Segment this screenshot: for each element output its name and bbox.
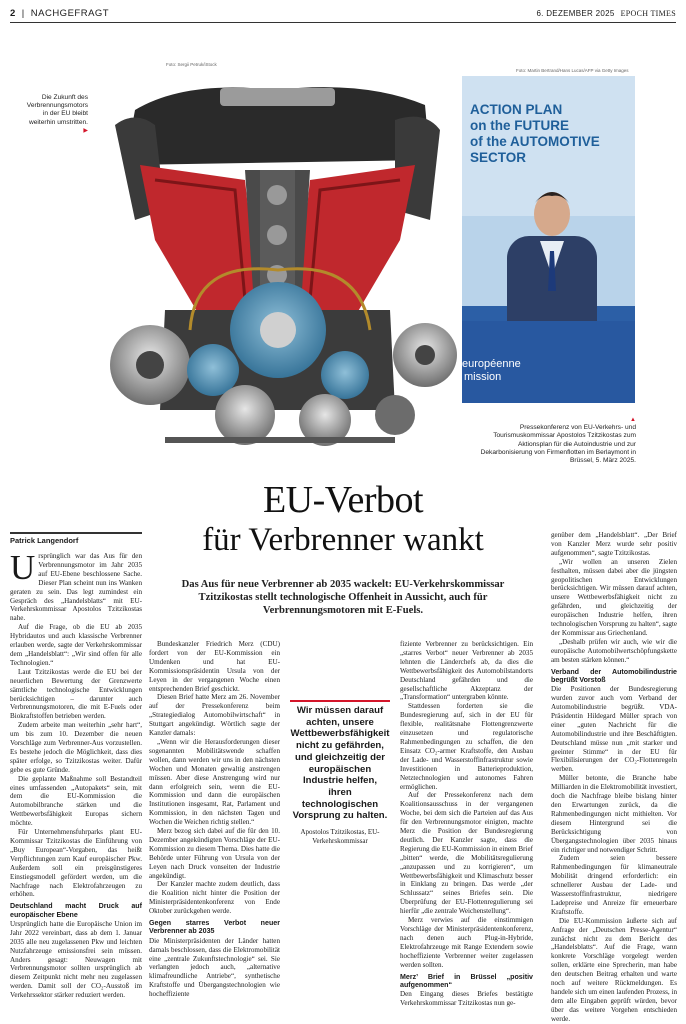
paragraph: Für Unternehmensfuhrparks plant EU-Kommissar Tzitzikostas die Einführung von „Buy European“-Vorgaben, das heißt Verpflichtungen zum Kauf europäischer Pkw. Außerdem soll ein preisgünstigeres Einstiegsmodell gefördert werden, um die Nachfrage nach Elektrofahrzeugen zu erhöhen. bbox=[10, 828, 142, 899]
paragraph: Bundeskanzler Friedrich Merz (CDU) fordert von der EU-Kommission ein Umdenken und hat EU-Kommissionspräsidentin Ursula von der Leyen in der vergangenen Woche einen entsprechenden Brief geschickt. bbox=[149, 640, 280, 693]
issue-date: 6. DEZEMBER 2025 bbox=[536, 9, 615, 18]
lectern-line-2: mission bbox=[464, 371, 502, 383]
paragraph: „Deshalb prüfen wir auch, wie wir die europäische Automobilwertschöpfungskette am besten stärken können.“ bbox=[551, 637, 677, 664]
paper-name: EPOCH TIMES bbox=[620, 9, 676, 18]
paragraph: Auf der Pressekonferenz nach dem Koalitionsausschuss in der vergangenen Woche, bei dem sich die Parteien auf das Aus für den Verbrennungsmotor einigten, machte Merz die Position der Bundesregierung deutlich. Der Kanzler sagte, dass die Regierung die EU-Kommission in einem Brief „bitten“ werde, die Mobilitätsregulierung „anzupassen und zu korrigieren“, um Wettbewerbsfähigkeit und Klimaschutz besser in Einklang zu bringen. Das werde „der Schlussatz“ seines Briefes sein. Die Überprüfung der EU-Flottenregulierung sei hierfür „die zentrale Weichenstellung“. bbox=[400, 791, 533, 916]
paragraph: Die geplante Maßnahme soll Bestandteil eines umfassenden „Autopakets“ sein, mit dem die EU-Kommission die Automobilbranche stärken und die Wettbewerbsfähigkeit Europas sichern möchte. bbox=[10, 774, 142, 828]
lectern-line-1: européenne bbox=[462, 358, 521, 370]
paragraph: Merz verwies auf die einstimmigen Vorschläge der Ministerpräsidentenkonferenz, nach denen auch Plug-in-Hybride, Elektrofahrzeuge mit Range Extendern sowie hocheffiziente Verbrenner weiter zugelassen werden sollten. bbox=[400, 916, 533, 969]
page-header bbox=[10, 6, 676, 23]
paragraph-text: rsprünglich war das Aus für den Verbrennungsmotor im Jahr 2035 auf EU-Ebene beschlossene Sache. Dieser Plan scheint nun ins Wanken geraten zu sein. Das legt zumindest ein Gespräch des „Handelsblatts“ mit EU-Verkehrskommissar Apostolos Tzitzikostas nahe. bbox=[10, 552, 142, 623]
article-column-1 bbox=[10, 548, 142, 1000]
paragraph: „Wir wollen an unseren Zielen festhalten, müssen dabei aber die jüngsten geopolitischen Entwicklungen berücksichtigen. Wir müssen darauf achten, unsere Wettbewerbsfähigkeit nicht zu gefährden, und gleichzeitig der europäischen Industrie helfen, ihren technologischen Vorsprung zu halten“, sagte der Kommissar aus Griechenland. bbox=[551, 557, 678, 637]
article-column-3 bbox=[400, 640, 533, 1008]
caption-press-text: Pressekonferenz von EU-Verkehrs- und Tourismuskommissar Apostolos Tzitzikostas zum Aktionsplan für die Autoindustrie und zur Dekarbonisierung von Firmenflotten im Berlaymont in Brüssel, 5. März 2025. bbox=[480, 424, 636, 465]
caption-marker-icon: ▶ bbox=[83, 127, 88, 134]
paragraph: Den Eingang dieses Briefes bestätigte Verkehrskommissar Tzitzikostas nun ge- bbox=[400, 990, 533, 1008]
paragraph: Merz bezog sich dabei auf die für den 10. Dezember angekündigten Vorschläge der EU-Kommission zu diesem Thema. Dies hatte die Behörde unter Führung von Ursula von der Leyen nach Druck vonseiten der Industrie angekündigt. bbox=[149, 827, 280, 880]
subheading: Verband der Automobilindustrie begrüßt Vorstoß bbox=[551, 667, 677, 684]
author-byline: Patrick Langendorf bbox=[10, 532, 142, 545]
article-column-2 bbox=[149, 640, 280, 999]
paragraph: Die Ministerpräsidenten der Länder hatten damals beschlossen, dass die Elektromobilität eine „zentrale Zukunftstechnologie“ sei. Sie verlangten jedoch auch, „alternative klimafreundliche Antriebe“, synthetische Kraftstoffe und Übergangstechnologien wie hocheffiziente bbox=[149, 936, 280, 999]
section-name: NACHGEFRAGT bbox=[30, 8, 110, 19]
caption-press bbox=[478, 416, 636, 465]
banner-line-2: on the FUTURE bbox=[470, 118, 569, 133]
subheading: Merz’ Brief in Brüssel „positiv aufgenommen“ bbox=[400, 972, 533, 989]
paragraph: Laut Tzitzikostas werde die EU bei der neuerlichen Bewertung der Grenzwerte sämtliche technologische Entwicklungen berücksichtigen – darunter auch Verbrennungsmotoren, die mit E-Fuels oder Biokraftstoffen betrieben werden. bbox=[10, 667, 142, 721]
paragraph: Stattdessen forderten sie die Bundesregierung auf, sich in der EU für flexible, realitätsnahe Flottengrenzwerte einzusetzen und regulatorische Rahmenbedingungen zu schaffen, die den Einsatz CO₂-armer Kraftstoffe, den Ausbau der Lade- und Wasserstoffinfrastruktur sowie Investitionen in Batterieproduktion, Netztechnologien und autonomes Fahren ermöglichen. bbox=[400, 702, 533, 791]
header-left: 2 | NACHGEFRAGT bbox=[10, 8, 110, 19]
caption-engine bbox=[20, 94, 88, 135]
paragraph: Auf die Frage, ob die EU ab 2035 Hybridautos und auch klassische Verbrenner erlauben werde, sagte der Verkehrskommissar dem „Handelsblatt“: „Wir sind offen für alle Technologien.“ bbox=[10, 623, 142, 667]
banner-line-1: ACTION PLAN bbox=[470, 102, 563, 117]
paragraph: Ursprünglich hatte die Europäische Union im Jahr 2022 vereinbart, dass ab dem 1. Januar 2035 alle neu zugelassenen Pkw und leichten Nutzfahrzeuge emissionsfrei sein müssen. Anders gesagt: Neuwagen mit Verbrennungsmotor sollten ursprünglich ab diesem Zeitpunkt nicht mehr neu zugelassen werden. Damit soll der CO₂-Ausstoß im Verkehrssektor stärker reduziert werden. bbox=[10, 919, 142, 1000]
paragraph: Der Kanzler machte zudem deutlich, dass die Koalition nicht hinter die Position der Ministerpräsidentenkonferenz von Ende Oktober zurückgehen werde. bbox=[149, 880, 280, 916]
photo-credit-engine: Foto: Sergii Petruk/iStock bbox=[166, 62, 217, 67]
engine-image bbox=[95, 70, 460, 455]
banner-line-3: of the AUTOMOTIVE bbox=[470, 134, 600, 149]
page-number: 2 bbox=[10, 8, 16, 19]
article-column-4 bbox=[551, 531, 677, 1024]
paragraph: Diesen Brief hatte Merz am 26. November auf der Pressekonferenz beim „Strategiedialog Automobilwirtschaft“ in Stuttgart angekündigt. Wörtlich sagte der Kanzler damals: bbox=[149, 693, 280, 738]
subheading: Gegen starres Verbot neuer Verbrenner ab 2035 bbox=[149, 919, 280, 936]
paragraph: „Wenn wir die Herausforderungen dieser sogenannten Mobilitätswende schaffen wollen, dann werden wir uns in den nächsten Wochen und Monaten gewaltig anstrengen müssen. Aber diese Anstrengung wird nur dann erfolgreich sein, wenn die EU-Kommission und dann die europäischen Institutionen insgesamt, Rat, Parlament und Kommission, in den nächsten Tagen und Wochen die Weichen richtig stellen.“ bbox=[149, 737, 280, 827]
pull-quote bbox=[290, 700, 390, 846]
banner-text bbox=[470, 102, 620, 166]
header-right bbox=[530, 9, 676, 18]
paragraph: fiziente Verbrenner zu berücksichtigen. Ein „starres Verbot“ neuer Verbrenner ab 2035 lehnten die Länderchefs ab, da dies die Wettbewerbsfähigkeit des Automobilstandorts Deutschland gefährden und die gesellschaftliche Akzeptanz der „Transformation“ untergraben könnte. bbox=[400, 640, 533, 702]
paragraph: Die EU-Kommission äußerte sich auf Anfrage der „Deutschen Presse-Agentur“ zunächst nicht zu dem Bericht des „Handelsblatts“. Auf die Frage, wann konkrete Vorschläge vorgelegt werden sollen, erklärte eine Sprecherin, man habe den deutschen Beitrag erhalten und warte noch auf weitere Rückmeldungen. Es handele sich um einen laufenden Prozess, in dem alle Eingaben geprüft würden, bevor über das weitere Vorgehen entschieden werde. bbox=[551, 916, 677, 1023]
paragraph: Zudem seien bessere Rahmenbedingungen für klimaneutrale Mobilität dringend erforderlich: ein schnellerer Ausbau der Lade- und Wasserstoffinfrastruktur, niedrigere Ladepreise und Anreize für erneuerbare Kraftstoffe. bbox=[551, 854, 677, 916]
headline-line-1: EU-Verbot bbox=[262, 479, 424, 521]
press-photo bbox=[462, 76, 635, 403]
banner-line-4: SECTOR bbox=[470, 150, 527, 165]
paragraph: genüber dem „Handelsblatt“. „Der Brief von Kanzler Merz wurde sehr positiv aufgenommen“, sagte Tzitzikostas. bbox=[551, 531, 677, 557]
subheading: Deutschland macht Druck auf europäischer Ebene bbox=[10, 902, 142, 919]
lectern-text bbox=[462, 358, 521, 384]
photo-credit-press: Foto: Martin Bertrand/Hans Lucas/AFP via Getty Images bbox=[516, 68, 629, 73]
drop-cap: U bbox=[10, 548, 36, 587]
pull-quote-text: Wir müssen darauf achten, unsere Wettbewerbsfähigkeit nicht zu gefährden, und gleichzeitig der europäischen Industrie helfen, ihren technologischen Vorsprung zu halten. bbox=[290, 705, 390, 822]
subheadline: Das Aus für neue Verbrenner ab 2035 wackelt: EU-Verkehrskommissar Tzitzikostas stellt technologische Offenheit in Aussicht, auch für Verbrennungsmotoren mit E-Fuels. bbox=[181, 579, 505, 616]
paragraph bbox=[10, 548, 142, 623]
pull-quote-attribution: Apostolos Tzitzikostas, EU-Verkehrskommissar bbox=[300, 828, 380, 846]
paragraph: Die Positionen der Bundesregierung wurden zuvor auch vom Verband der Automobilindustrie begrüßt. VDA-Präsidentin Hildegard Müller sprach von einer „guten Nachricht für die Automobilindustrie und ihre Beschäftigten. Deutschland müsse nun „mit starker und geeinter Stimme“ in der EU für Flexibilisierungen der CO₂-Flottenregeln werben. bbox=[551, 685, 677, 774]
caption-engine-text: Die Zukunft des Verbrennungsmotors in der EU bleibt weiterhin umstritten. bbox=[26, 94, 88, 126]
paragraph: Zudem arbeite man weiterhin „sehr hart“, um bis zum 10. Dezember die neuen Vorschläge zum Verbrenner-Aus vorzustellen. Es bestehe jedoch die Möglichkeit, dass dies später erfolge, so Tzitzikostas weiter. Dafür gebe es gute Gründe. bbox=[10, 721, 142, 774]
headline-line-2: für Verbrenner wankt bbox=[202, 522, 484, 558]
caption-marker-icon: ▲ bbox=[630, 417, 636, 423]
paragraph: Müller betonte, die Branche habe Milliarden in die Elektromobilität investiert, doch die Nachfrage bleibe bislang hinter den Erwartungen zurück, da die Rahmenbedingungen nicht mithielten. Vor diesem Hintergrund sei die Berücksichtigung von Übergangstechnologien über 2035 hinaus ein richtiger und notwendiger Schritt. bbox=[551, 774, 677, 854]
